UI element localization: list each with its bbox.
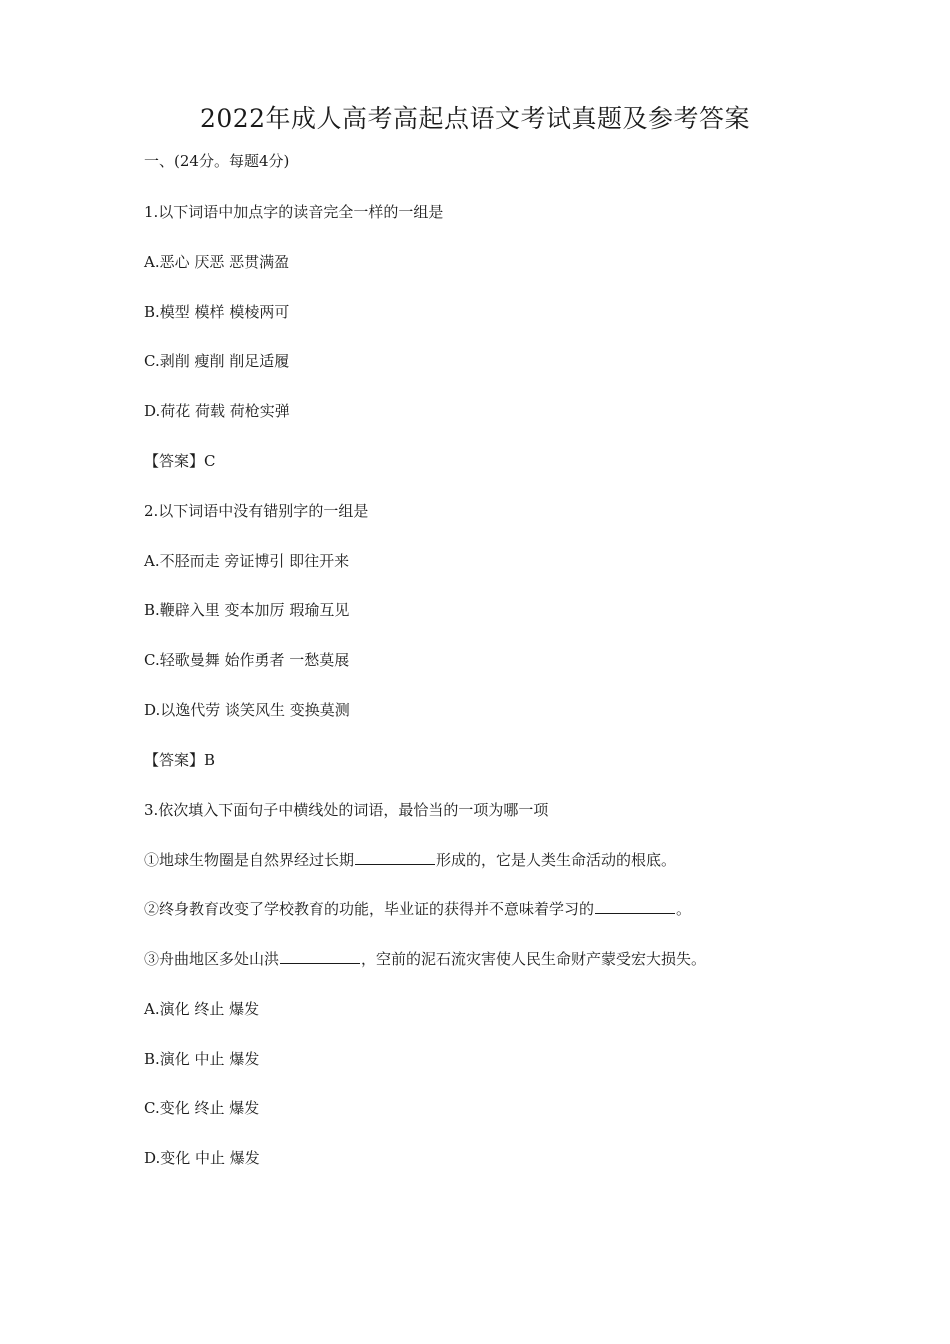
question-1-stem: 1.以下词语中加点字的读音完全一样的一组是 (144, 203, 444, 221)
question-1-option-b: B.模型 模样 模棱两可 (144, 303, 290, 321)
section-header: 一、(24分。每题4分) (144, 152, 290, 170)
question-2-option-d: D.以逸代劳 谈笑风生 变换莫测 (144, 701, 350, 719)
question-3-sentence-2 (144, 898, 691, 920)
sentence-1-suffix: 形成的，它是人类生命活动的根底。 (436, 851, 677, 869)
question-1-option-d: D.荷花 荷载 荷枪实弹 (144, 402, 290, 420)
question-3-option-d: D.变化 中止 爆发 (144, 1149, 260, 1167)
question-1-option-a: A.恶心 厌恶 恶贯满盈 (144, 253, 290, 271)
sentence-1-prefix: ①地球生物圈是自然界经过长期 (144, 851, 355, 869)
document-title: 2022年成人高考高起点语文考试真题及参考答案 (199, 104, 751, 133)
fill-blank-1 (355, 849, 435, 865)
sentence-2-prefix: ②终身教育改变了学校教育的功能，毕业证的获得并不意味着学习的 (144, 900, 595, 918)
question-2-option-b: B.鞭辟入里 变本加厉 瑕瑜互见 (144, 601, 350, 619)
sentence-2-suffix: 。 (676, 900, 692, 918)
fill-blank-3 (280, 948, 360, 964)
question-1-answer: 【答案】C (144, 452, 216, 470)
question-2-answer: 【答案】B (144, 751, 216, 769)
question-2-option-a: A.不胫而走 旁证博引 即往开来 (144, 552, 350, 570)
question-3-stem: 3.依次填入下面句子中横线处的词语，最恰当的一项为哪一项 (144, 801, 549, 819)
question-2-stem: 2.以下词语中没有错别字的一组是 (144, 502, 369, 520)
question-3-option-c: C.变化 终止 爆发 (144, 1099, 260, 1117)
question-1-option-c: C.剥削 瘦削 削足适履 (144, 352, 290, 370)
question-2-option-c: C.轻歌曼舞 始作勇者 一愁莫展 (144, 651, 350, 669)
sentence-3-suffix: ，空前的泥石流灾害使人民生命财产蒙受宏大损失。 (361, 950, 707, 968)
sentence-3-prefix: ③舟曲地区多处山洪 (144, 950, 280, 968)
question-3-sentence-1 (144, 849, 676, 871)
question-3-sentence-3 (144, 948, 706, 970)
question-3-option-a: A.演化 终止 爆发 (144, 1000, 260, 1018)
question-3-option-b: B.演化 中止 爆发 (144, 1050, 260, 1068)
fill-blank-2 (595, 898, 675, 914)
